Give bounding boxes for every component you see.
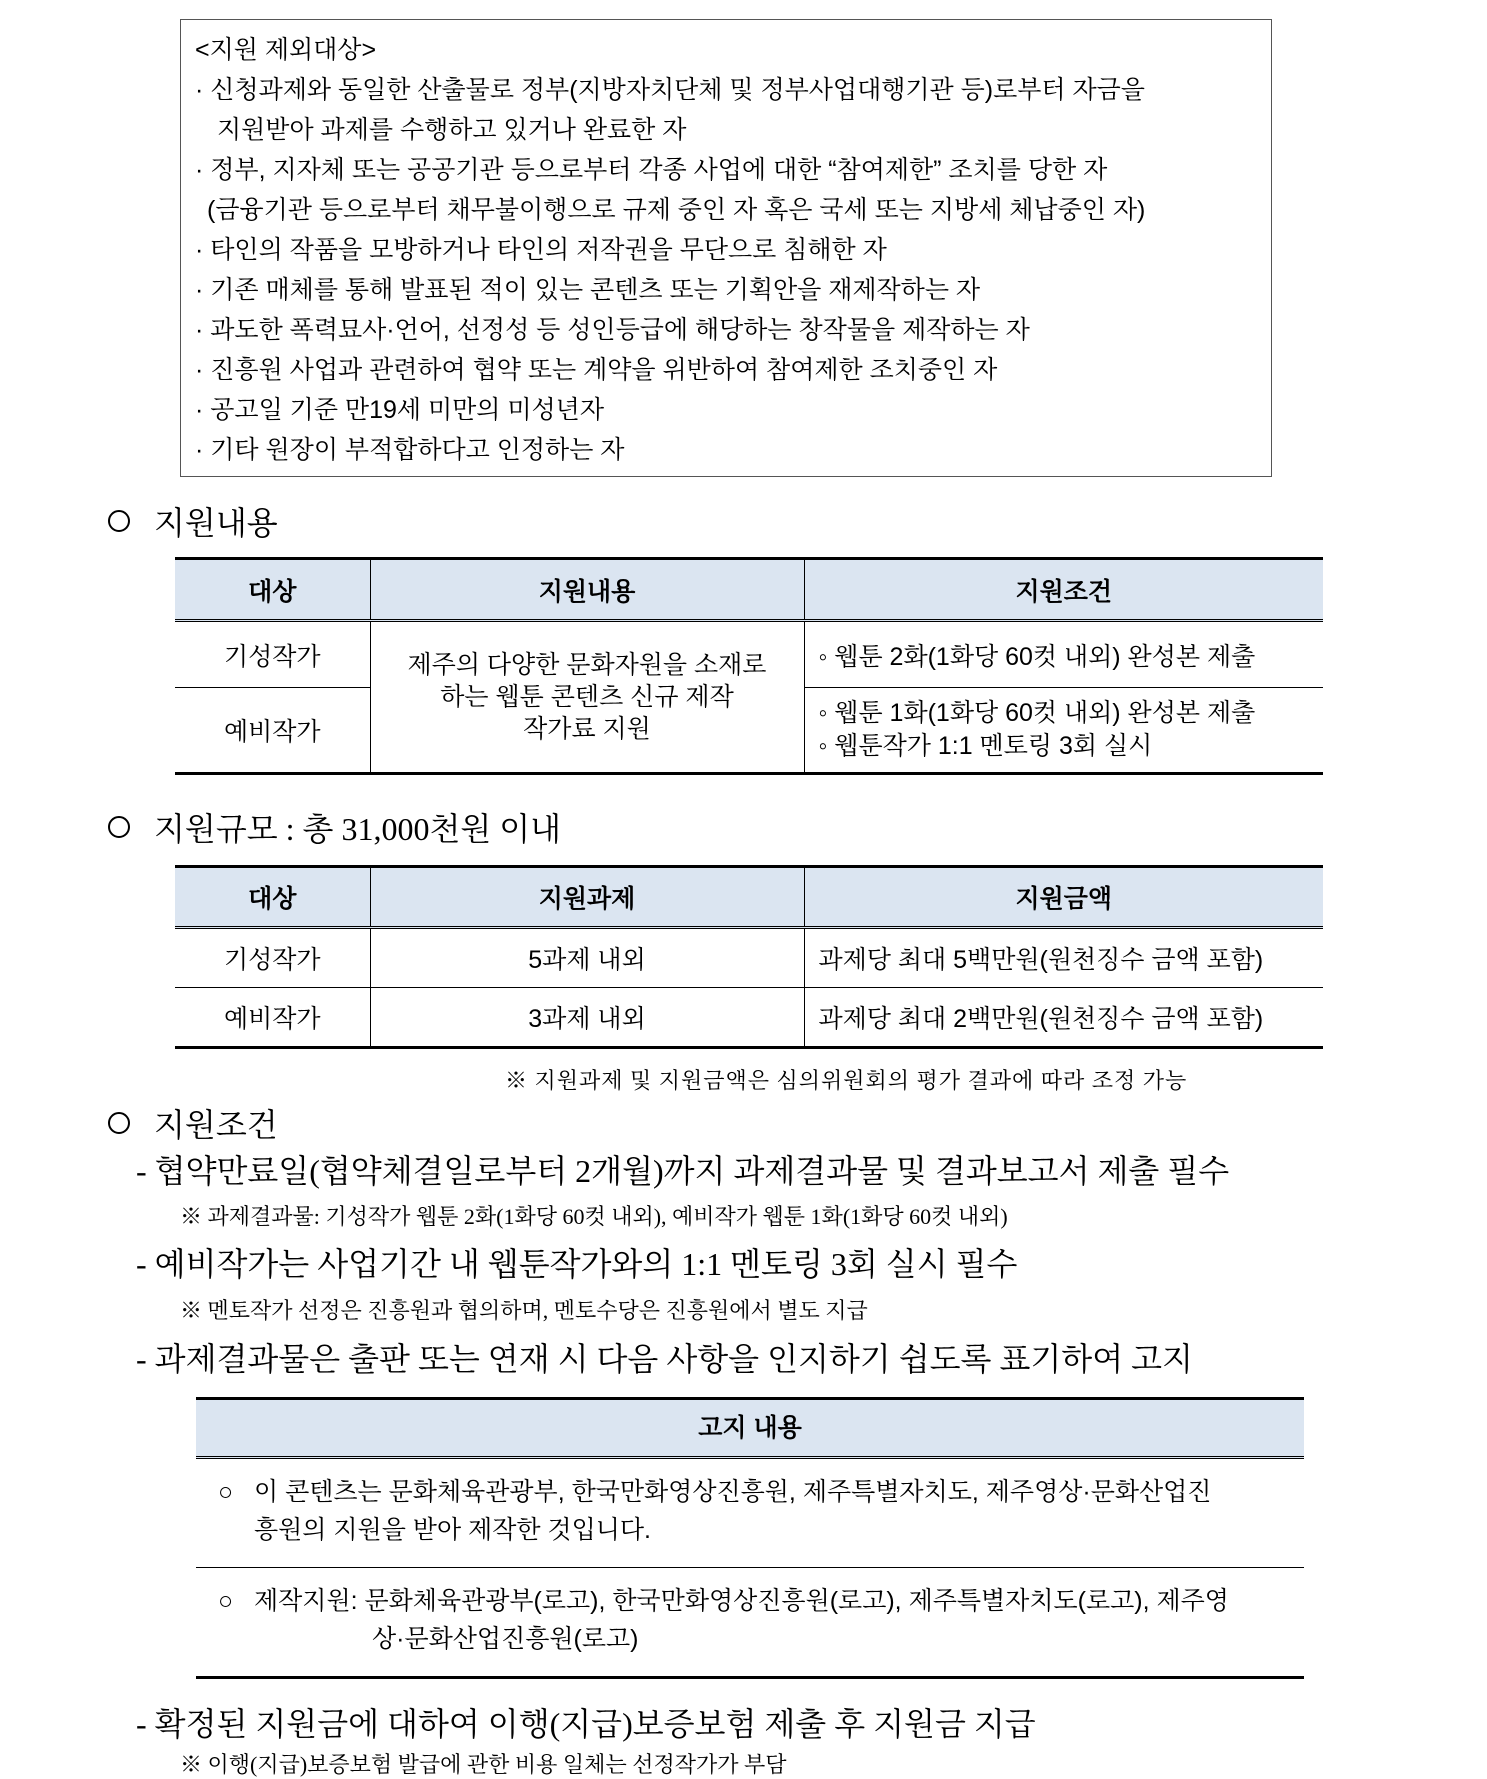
table-cell-amount: 과제당 최대 5백만원(원천징수 금액 포함) <box>804 928 1323 988</box>
condition-line: ◦ 웹툰 1화(1화당 60컷 내외) 완성본 제출 <box>818 699 1256 727</box>
table-cell-task: 5과제 내외 <box>370 928 804 988</box>
notice-line: 제작지원: 문화체육관광부(로고), 한국만화영상진흥원(로고), 제주특별자치도(로고), 제주영 <box>254 1587 1229 1615</box>
notice-table <box>196 1397 1304 1679</box>
condition-note: ※ 멘토작가 선정은 진흥원과 협의하며, 멘토수당은 진흥원에서 별도 지급 <box>180 1298 868 1323</box>
notice-bullet: ○ <box>218 1478 234 1506</box>
condition-note: ※ 과제결과물: 기성작가 웹툰 2화(1화당 60컷 내외), 예비작가 웹툰 1화(1화당 60컷 내외) <box>180 1204 1008 1229</box>
notice-header: 고지 내용 <box>196 1397 1304 1459</box>
table-cell-target: 기성작가 <box>175 928 370 988</box>
support-content-table <box>175 557 1323 775</box>
section-heading-conditions <box>108 1100 278 1146</box>
table-header: 지원과제 <box>370 867 804 928</box>
condition-note: ※ 이행(지급)보증보험 발급에 관한 비용 일체는 선정작가가 부담 <box>180 1752 787 1777</box>
exclusion-item: · 기존 매체를 통해 발표된 적이 있는 콘텐츠 또는 기획안을 재제작하는 자 <box>195 276 981 304</box>
table-cell-condition <box>804 688 1323 774</box>
table-header: 대상 <box>175 559 370 621</box>
content-line: 제주의 다양한 문화자원을 소재로 <box>407 651 767 679</box>
table-header: 지원금액 <box>804 867 1323 928</box>
notice-bullet: ○ <box>218 1587 234 1615</box>
table-cell-task: 3과제 내외 <box>370 988 804 1048</box>
exclusion-item: · 공고일 기준 만19세 미만의 미성년자 <box>195 396 604 424</box>
condition-item: - 과제결과물은 출판 또는 연재 시 다음 사항을 인지하기 쉽도록 표기하여 고지 <box>136 1341 1193 1377</box>
notice-line: 상·문화산업진흥원(로고) <box>372 1625 639 1653</box>
exclusion-item: 지원받아 과제를 수행하고 있거나 완료한 자 <box>217 116 687 144</box>
content-line: 하는 웹툰 콘텐츠 신규 제작 <box>440 683 734 711</box>
section-title: 지원규모 : 총 31,000천원 이내 <box>154 811 562 847</box>
circle-bullet-icon <box>108 510 130 532</box>
table-cell-target: 예비작가 <box>175 688 370 774</box>
exclusion-item: · 정부, 지자체 또는 공공기관 등으로부터 각종 사업에 대한 “참여제한” 조치를 당한 자 <box>195 156 1108 184</box>
content-line: 작가료 지원 <box>523 715 651 743</box>
section-heading-content <box>108 498 278 544</box>
exclusion-item: (금융기관 등으로부터 채무불이행으로 규제 중인 자 혹은 국세 또는 지방세 체납중인 자) <box>207 196 1146 224</box>
condition-item: - 확정된 지원금에 대하여 이행(지급)보증보험 제출 후 지원금 지급 <box>136 1706 1036 1742</box>
exclusion-box <box>180 19 1272 477</box>
notice-line: 흥원의 지원을 받아 제작한 것입니다. <box>254 1516 651 1544</box>
table-header: 지원조건 <box>804 559 1323 621</box>
condition-item: - 협약만료일(협약체결일로부터 2개월)까지 과제결과물 및 결과보고서 제출 필수 <box>136 1153 1230 1189</box>
exclusion-item: · 과도한 폭력묘사·언어, 선정성 등 성인등급에 해당하는 창작물을 제작하는 자 <box>195 316 1030 344</box>
exclusion-item: · 기타 원장이 부적합하다고 인정하는 자 <box>195 436 625 464</box>
section-heading-scale <box>108 804 561 850</box>
notice-line: 이 콘텐츠는 문화체육관광부, 한국만화영상진흥원, 제주특별자치도, 제주영상·문화산업진 <box>254 1478 1212 1506</box>
table-cell-target: 예비작가 <box>175 988 370 1048</box>
section-title: 지원내용 <box>154 505 278 541</box>
section-title: 지원조건 <box>154 1107 278 1143</box>
notice-row <box>196 1459 1304 1568</box>
table-cell-amount: 과제당 최대 2백만원(원천징수 금액 포함) <box>804 988 1323 1048</box>
condition-line: ◦ 웹툰작가 1:1 멘토링 3회 실시 <box>818 732 1153 760</box>
notice-row <box>196 1568 1304 1679</box>
circle-bullet-icon <box>108 816 130 838</box>
scale-note: ※ 지원과제 및 지원금액은 심의위원회의 평가 결과에 따라 조정 가능 <box>505 1068 1188 1093</box>
condition-item: - 예비작가는 사업기간 내 웹툰작가와의 1:1 멘토링 3회 실시 필수 <box>136 1246 1018 1282</box>
support-scale-table <box>175 865 1323 1049</box>
exclusion-item: · 타인의 작품을 모방하거나 타인의 저작권을 무단으로 침해한 자 <box>195 236 887 264</box>
exclusion-item: · 신청과제와 동일한 산출물로 정부(지방자치단체 및 정부사업대행기관 등)로부터 자금을 <box>195 76 1145 104</box>
exclusion-title: <지원 제외대상> <box>195 36 377 64</box>
table-cell-target: 기성작가 <box>175 621 370 688</box>
table-header: 지원내용 <box>370 559 804 621</box>
table-cell-content <box>370 621 804 774</box>
circle-bullet-icon <box>108 1112 130 1134</box>
exclusion-item: · 진흥원 사업과 관련하여 협약 또는 계약을 위반하여 참여제한 조치중인 자 <box>195 356 998 384</box>
table-cell-condition: ◦ 웹툰 2화(1화당 60컷 내외) 완성본 제출 <box>804 621 1323 688</box>
table-header: 대상 <box>175 867 370 928</box>
